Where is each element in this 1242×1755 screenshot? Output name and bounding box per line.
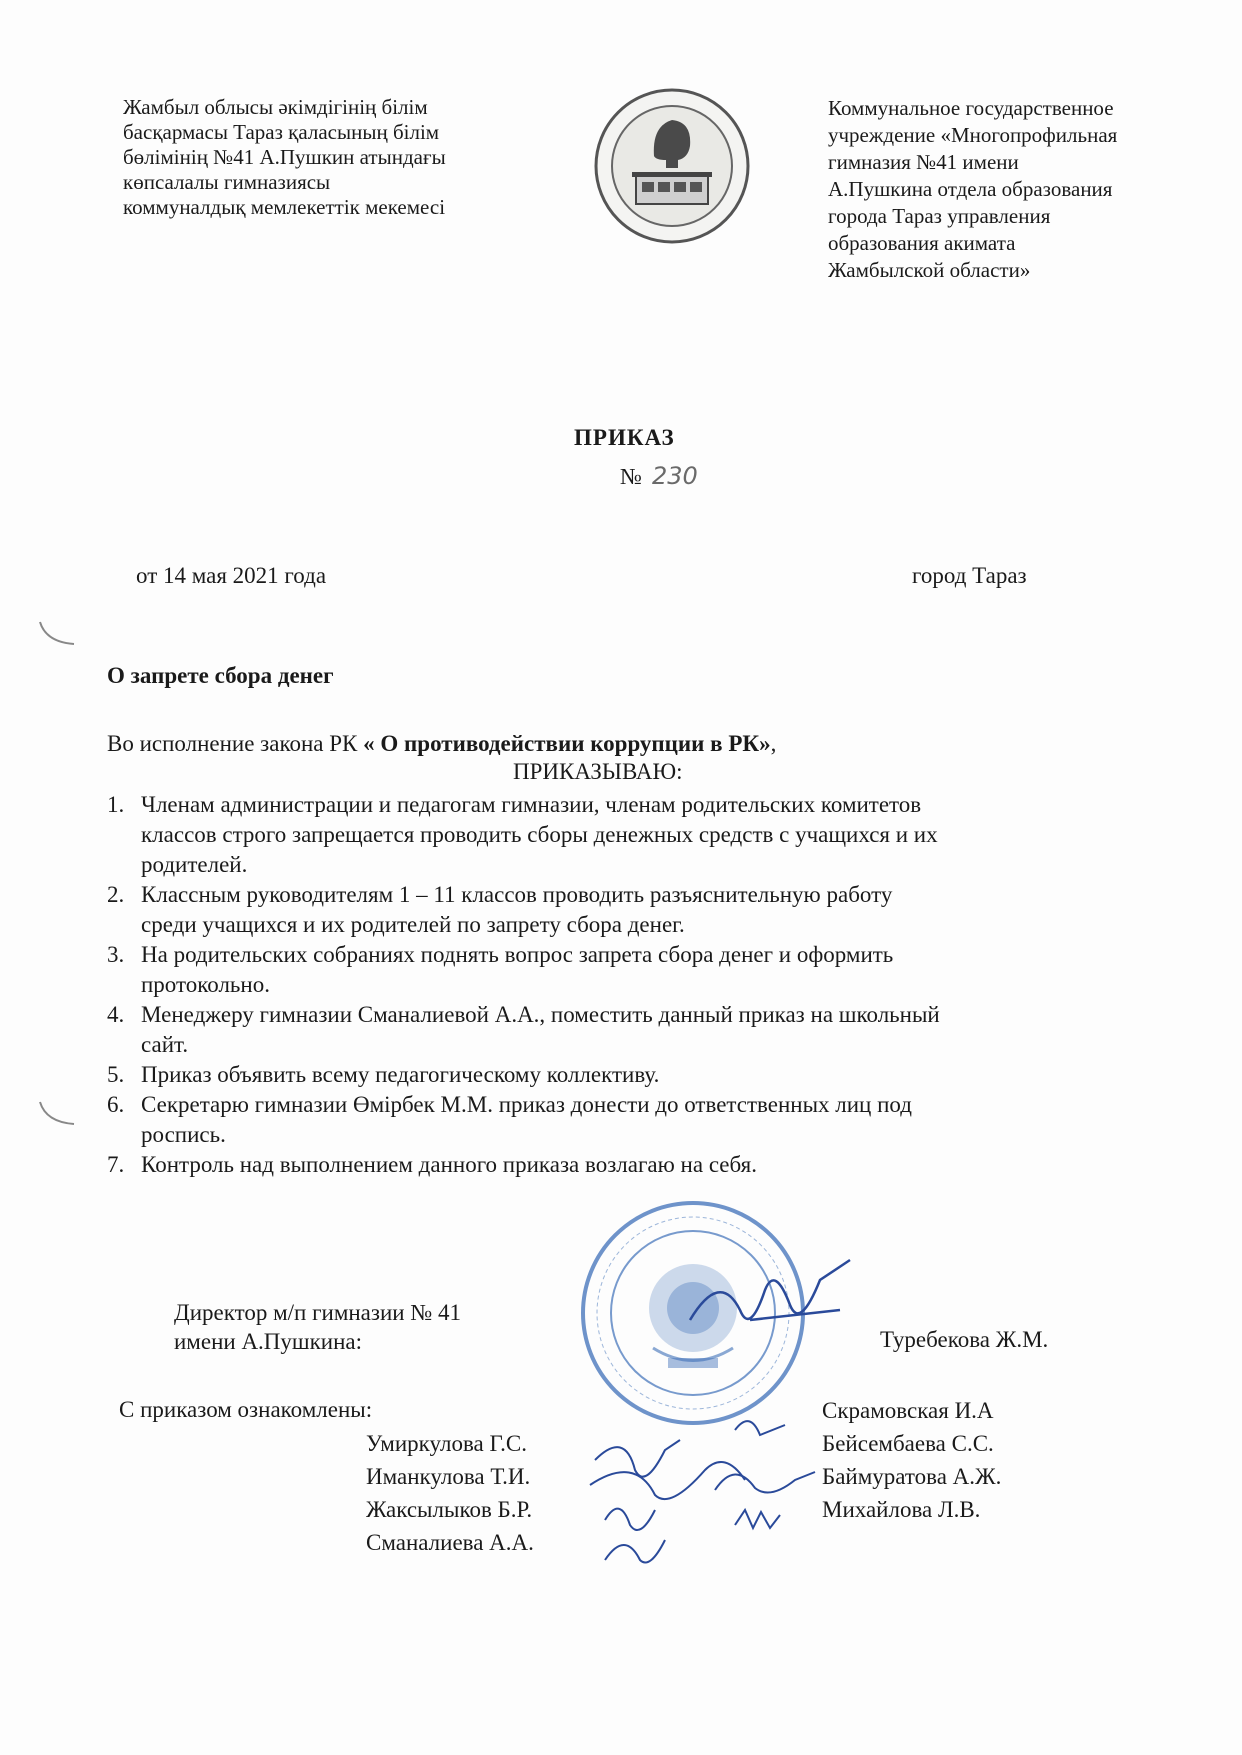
order-subject: О запрете сбора денег — [107, 663, 334, 688]
item-line: классов строго запрещается проводить сборы денежных средств с учащихся и их — [141, 822, 938, 847]
intro-prefix: Во исполнение закона РК — [107, 731, 364, 756]
item-line: На родительских собраниях поднять вопрос запрета сбора денег и оформить — [141, 942, 894, 967]
item-line: родителей. — [141, 852, 248, 877]
item-line: Менеджеру гимназии Сманалиевой А.А., поместить данный приказ на школьный — [141, 1002, 940, 1027]
scan-artifact-icon — [38, 620, 78, 650]
item-line: Контроль над выполнением данного приказа возлагаю на себя. — [141, 1152, 757, 1177]
header-kazakh-block — [123, 95, 543, 220]
director-line: имени А.Пушкина: — [174, 1329, 363, 1354]
header-right-line: Жамбылской области» — [828, 258, 1031, 282]
item-line: среди учащихся и их родителей по запрету сбора денег. — [141, 912, 685, 937]
item-number: 6. — [107, 1092, 125, 1117]
acquainted-name: Михайлова Л.В. — [822, 1497, 981, 1522]
item-line: протокольно. — [141, 972, 270, 997]
school-emblem-icon — [592, 86, 752, 246]
header-left-line: коммуналдық мемлекеттік мекемесі — [123, 195, 446, 219]
header-left-line: көпсалалы гимназиясы — [123, 170, 331, 194]
item-number: 2. — [107, 882, 125, 907]
header-left-line: бөлімінің №41 А.Пушкин атындағы — [123, 145, 446, 169]
intro-law-name: « О противодействии коррупции в РК» — [363, 731, 771, 756]
order-date: от 14 мая 2021 года — [136, 563, 327, 588]
item-number: 4. — [107, 1002, 125, 1027]
item-number: 3. — [107, 942, 125, 967]
order-items-list — [107, 790, 1187, 1180]
header-right-line: гимназия №41 имени — [828, 150, 1019, 174]
list-item — [107, 940, 1187, 1000]
number-label: № — [620, 464, 642, 489]
acquainted-name: Скрамовская И.А — [822, 1398, 994, 1423]
director-line: Директор м/п гимназии № 41 — [174, 1300, 462, 1325]
acquainted-name: Баймуратова А.Ж. — [822, 1464, 1002, 1489]
document-title: ПРИКАЗ — [574, 425, 675, 450]
list-item — [107, 1000, 1187, 1060]
handwritten-number: 230 — [651, 462, 698, 490]
list-item — [107, 1090, 1187, 1150]
list-item — [107, 1150, 1187, 1180]
list-item — [107, 880, 1187, 940]
header-right-line: города Тараз управления — [828, 204, 1051, 228]
item-line: роспись. — [141, 1122, 226, 1147]
acquainted-label: С приказом ознакомлены: — [119, 1397, 373, 1422]
acquainted-name: Умиркулова Г.С. — [366, 1431, 527, 1456]
order-city: город Тараз — [912, 563, 1027, 588]
item-line: Приказ объявить всему педагогическому коллективу. — [141, 1062, 660, 1087]
official-seal-icon — [578, 1198, 808, 1428]
item-number: 7. — [107, 1152, 125, 1177]
header-right-line: образования акимата — [828, 231, 1016, 255]
item-line: Секретарю гимназии Өмірбек М.М. приказ донести до ответственных лиц под — [141, 1092, 912, 1117]
item-line: Классным руководителям 1 – 11 классов проводить разъяснительную работу — [141, 882, 893, 907]
intro-paragraph — [107, 731, 776, 757]
order-word: ПРИКАЗЫВАЮ: — [513, 759, 683, 784]
director-title — [174, 1298, 461, 1356]
intro-suffix: , — [770, 731, 777, 756]
list-item — [107, 1060, 1187, 1090]
item-line: сайт. — [141, 1032, 189, 1057]
director-name: Туребекова Ж.М. — [880, 1327, 1049, 1352]
list-item — [107, 790, 1187, 880]
acquainted-name: Сманалиева А.А. — [366, 1530, 534, 1555]
acquainted-name: Бейсембаева С.С. — [822, 1431, 994, 1456]
acquainted-right-column — [822, 1394, 1001, 1526]
acquainted-left-column — [366, 1427, 534, 1559]
acquainted-name: Иманкулова Т.И. — [366, 1464, 531, 1489]
header-left-line: Жамбыл облысы әкімдігінің білім — [123, 95, 428, 119]
header-russian-block — [828, 95, 1228, 284]
order-number — [620, 462, 698, 490]
item-number: 5. — [107, 1062, 125, 1087]
header-left-line: басқармасы Тараз қаласының білім — [123, 120, 440, 144]
header-right-line: учреждение «Многопрофильная — [828, 123, 1118, 147]
header-right-line: Коммунальное государственное — [828, 96, 1114, 120]
header-right-line: А.Пушкина отдела образования — [828, 177, 1113, 201]
acquainted-name: Жаксылыков Б.Р. — [366, 1497, 533, 1522]
item-number: 1. — [107, 792, 125, 817]
item-line: Членам администрации и педагогам гимназии, членам родительских комитетов — [141, 792, 922, 817]
scan-artifact-icon — [38, 1100, 78, 1130]
